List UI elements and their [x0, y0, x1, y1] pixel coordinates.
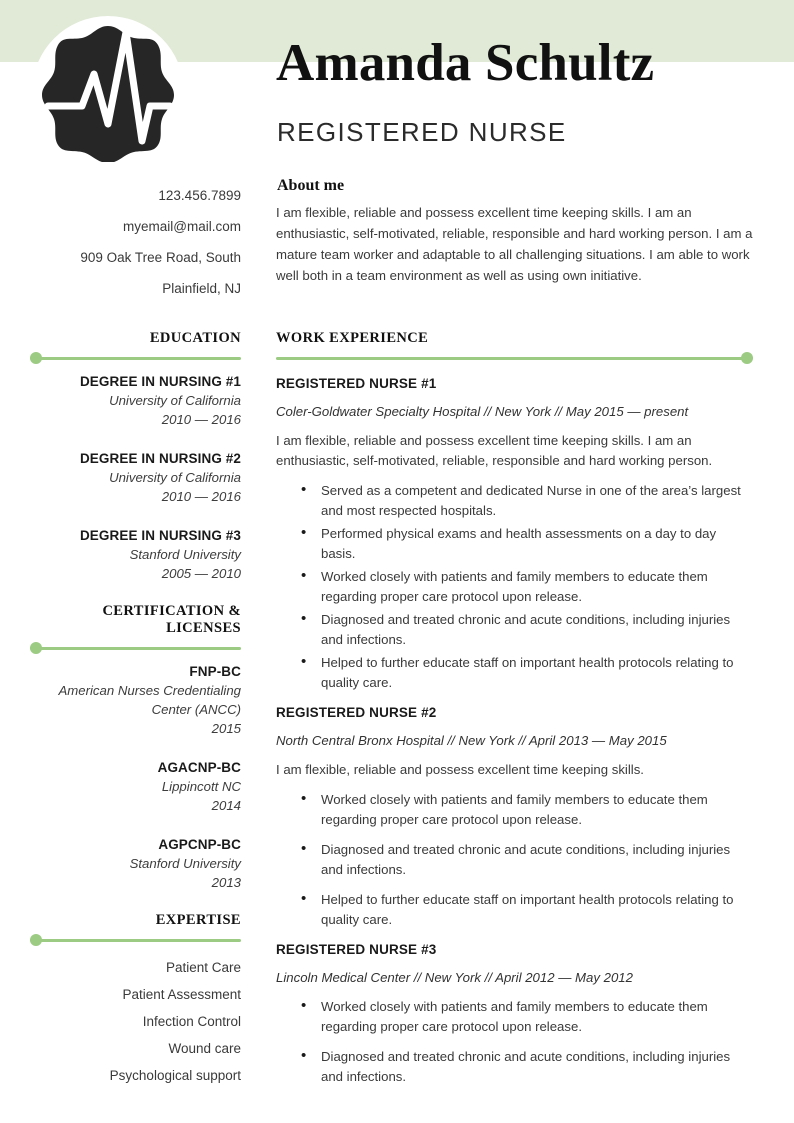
- education-dates: 2010 — 2016: [161, 489, 241, 504]
- education-school: University of California: [109, 470, 241, 485]
- expertise-skill: Patient Care: [165, 960, 241, 975]
- job-bullet-list: [276, 790, 753, 930]
- education-dates: 2005 — 2010: [161, 566, 241, 581]
- job-meta: Coler-Goldwater Specialty Hospital // New York // May 2015 — present: [276, 404, 689, 419]
- expertise-heading: EXPERTISE: [155, 912, 241, 928]
- job-bullet: • Worked closely with patients and family members to educate them regarding proper care protocol upon release.: [276, 997, 753, 1037]
- education-dates: 2010 — 2016: [161, 412, 241, 427]
- contact-block: [30, 183, 241, 307]
- job-bullet: • Worked closely with patients and family members to educate them regarding proper care protocol upon release.: [276, 567, 753, 607]
- certification-entry: [30, 835, 241, 892]
- section-divider-work-experience: [276, 352, 753, 364]
- job-meta: Lincoln Medical Center // New York // April 2012 — May 2012: [276, 970, 633, 985]
- sidebar-column: [30, 330, 241, 1105]
- job-title: REGISTERED NURSE #1: [276, 376, 437, 391]
- work-experience-heading: WORK EXPERIENCE: [276, 330, 429, 346]
- certification-issuer: Stanford University: [129, 856, 241, 871]
- certification-name: FNP-BC: [189, 664, 241, 679]
- education-entry: [30, 372, 241, 429]
- job-entry: [276, 376, 753, 693]
- job-description: I am flexible, reliable and possess excellent time keeping skills. I am an enthusiastic, self-motivated, reliable, responsible and hard working person.: [276, 433, 713, 468]
- certification-issuer: American Nurses Credentialing: [58, 683, 241, 698]
- job-bullet: • Served as a competent and dedicated Nurse in one of the area’s largest and most respected hospitals.: [276, 481, 753, 521]
- section-divider-education: [30, 352, 241, 364]
- about-text: I am flexible, reliable and possess excellent time keeping skills. I am an enthusiastic, self-motivated, reliable, responsible and hard working person. I am a mature team worker and adaptable to all challenging situations. I am able to work well both in a team environment as well as using own initiative.: [276, 205, 753, 283]
- education-school: University of California: [109, 393, 241, 408]
- expertise-skill: Psychological support: [109, 1068, 241, 1083]
- education-entry: [30, 526, 241, 583]
- job-bullet: • Performed physical exams and health assessments on a day to day basis.: [276, 524, 753, 564]
- about-heading: About me: [277, 177, 345, 194]
- contact-address-line1: 909 Oak Tree Road, South: [80, 250, 241, 265]
- job-bullet-list: [276, 997, 753, 1087]
- certification-entry: [30, 758, 241, 815]
- divider-dot: [30, 642, 42, 654]
- job-bullet-list: [276, 481, 753, 693]
- divider-line: [30, 939, 241, 942]
- job-title: REGISTERED NURSE #2: [276, 705, 437, 720]
- certification-year: 2013: [211, 875, 241, 890]
- divider-dot: [30, 934, 42, 946]
- page-title: Amanda Schultz: [276, 34, 655, 92]
- education-school: Stanford University: [129, 547, 241, 562]
- education-section: [30, 330, 241, 583]
- divider-line: [30, 647, 241, 650]
- job-bullet: • Helped to further educate staff on important health protocols relating to quality care.: [276, 890, 753, 930]
- heartbeat-pulse-logo-icon: [38, 22, 178, 162]
- education-entry: [30, 449, 241, 506]
- certification-issuer: Lippincott NC: [161, 779, 241, 794]
- expertise-skill: Patient Assessment: [122, 987, 241, 1002]
- certification-entry: [30, 662, 241, 738]
- contact-phone: 123.456.7899: [158, 188, 241, 203]
- job-entry: [276, 705, 753, 930]
- main-column: [276, 330, 753, 1097]
- divider-line: [30, 357, 241, 360]
- education-degree: DEGREE IN NURSING #2: [79, 451, 241, 466]
- job-entry: [276, 942, 753, 1087]
- job-description: I am flexible, reliable and possess excellent time keeping skills.: [276, 762, 644, 777]
- job-bullet: • Diagnosed and treated chronic and acute conditions, including injuries and infections.: [276, 840, 753, 880]
- certification-name: AGPCNP-BC: [158, 837, 241, 852]
- contact-address-line2: Plainfield, NJ: [162, 281, 241, 296]
- expertise-skill: Wound care: [168, 1041, 241, 1056]
- divider-line: [276, 357, 753, 360]
- section-divider-expertise: [30, 934, 241, 946]
- certification-year: 2014: [211, 798, 241, 813]
- logo: [32, 16, 184, 168]
- job-title: REGISTERED NURSE #3: [276, 942, 437, 957]
- section-divider-certification: [30, 642, 241, 654]
- education-degree: DEGREE IN NURSING #3: [79, 528, 241, 543]
- certification-section: [30, 603, 241, 892]
- divider-dot: [741, 352, 753, 364]
- job-bullet: • Helped to further educate staff on important health protocols relating to quality care.: [276, 653, 753, 693]
- certification-heading: CERTIFICATION & LICENSES: [102, 603, 241, 636]
- education-heading: EDUCATION: [149, 330, 241, 346]
- certification-name: AGACNP-BC: [157, 760, 241, 775]
- job-title-subtitle: REGISTERED NURSE: [277, 117, 567, 147]
- certification-year: 2015: [211, 721, 241, 736]
- divider-dot: [30, 352, 42, 364]
- expertise-skill: Infection Control: [142, 1014, 241, 1029]
- job-meta: North Central Bronx Hospital // New York // April 2013 — May 2015: [276, 733, 667, 748]
- job-bullet: • Diagnosed and treated chronic and acute conditions, including injuries and infections.: [276, 610, 753, 650]
- job-bullet: • Worked closely with patients and family members to educate them regarding proper care protocol upon release.: [276, 790, 753, 830]
- expertise-section: [30, 912, 241, 1089]
- education-degree: DEGREE IN NURSING #1: [79, 374, 241, 389]
- contact-email: myemail@mail.com: [123, 219, 241, 234]
- certification-issuer-cont: Center (ANCC): [151, 702, 241, 717]
- job-bullet: • Diagnosed and treated chronic and acute conditions, including injuries and infections.: [276, 1047, 753, 1087]
